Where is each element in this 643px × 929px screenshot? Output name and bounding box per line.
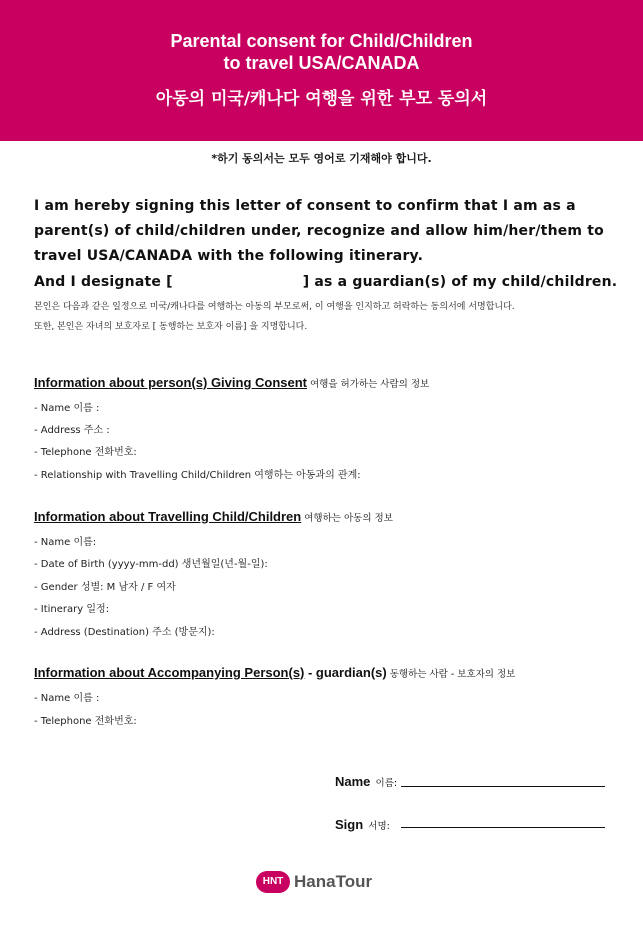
designate-suffix: ] as a guardian(s) of my child/children. xyxy=(302,274,618,290)
guardian-telephone-field: - Telephone 전화번호: xyxy=(34,716,137,727)
sign-signature-line[interactable] xyxy=(401,827,605,828)
language-note: *하기 동의서는 모두 영어로 기재해야 합니다. xyxy=(211,152,432,165)
hnt-badge-icon: HNT xyxy=(256,871,290,893)
child-address-field: - Address (Destination) 주소 (방문지): xyxy=(34,627,215,638)
consent-telephone-field: - Telephone 전화번호: xyxy=(34,447,137,458)
name-signature-line[interactable] xyxy=(401,786,605,787)
signature-name-label xyxy=(335,771,397,790)
section-guardian-korean: 동행하는 사람 - 보호자의 정보 xyxy=(389,669,516,680)
section-guardian-title-rest: - guardian(s) xyxy=(304,665,387,680)
name-label: Name xyxy=(335,774,371,789)
title-korean: 아동의 미국/캐나다 여행을 위한 부모 동의서 xyxy=(155,89,488,109)
signature-sign-label xyxy=(335,814,390,833)
header-banner xyxy=(0,0,643,141)
child-gender-field: - Gender 성별: M 남자 / F 여자 xyxy=(34,582,176,593)
section-title-consent xyxy=(34,375,429,390)
section-consent-title: Information about person(s) Giving Consent xyxy=(34,375,307,390)
section-guardian-title: Information about Accompanying Person(s) xyxy=(34,665,305,680)
statement-line-2: parent(s) of child/children under, recognize and allow him/her/them to xyxy=(34,223,605,239)
sign-label: Sign xyxy=(335,817,364,832)
consent-address-field: - Address 주소 : xyxy=(34,425,110,436)
guardian-name-field: - Name 이름 : xyxy=(34,693,100,704)
child-dob-field: - Date of Birth (yyyy-mm-dd) 생년월일(년-월-일): xyxy=(34,559,268,570)
designate-prefix: And I designate [ xyxy=(34,274,173,290)
statement-korean-1: 본인은 다음과 같은 일정으로 미국/캐나다를 여행하는 아동의 부모로써, 이 여행을 인지하고 허락하는 동의서에 서명합니다. xyxy=(34,302,515,312)
consent-name-field: - Name 이름 : xyxy=(34,403,100,414)
section-child-title: Information about Travelling Child/Children xyxy=(34,509,302,524)
hanatour-logo xyxy=(256,871,372,895)
child-itinerary-field: - Itinerary 일정: xyxy=(34,604,110,615)
statement-line-1: I am hereby signing this letter of consent to confirm that I am as a xyxy=(34,198,576,214)
name-label-korean: 이름: xyxy=(375,778,398,789)
statement-korean-2: 또한, 본인은 자녀의 보호자로 [ 동행하는 보호자 이름] 을 지명합니다. xyxy=(34,322,308,332)
title-line-2: to travel USA/CANADA xyxy=(223,53,420,73)
brand-name: HanaTour xyxy=(294,872,373,891)
section-title-child xyxy=(34,509,393,524)
section-title-guardian xyxy=(34,665,515,680)
sign-label-korean: 서명: xyxy=(368,821,390,832)
statement-line-4 xyxy=(34,274,624,290)
section-child-korean: 여행하는 아동의 정보 xyxy=(304,513,393,524)
statement-line-3: travel USA/CANADA with the following itinerary. xyxy=(34,248,424,264)
title-line-1: Parental consent for Child/Children xyxy=(170,31,473,51)
consent-relationship-field: - Relationship with Travelling Child/Children 여행하는 아동과의 관계: xyxy=(34,470,361,481)
section-consent-korean: 여행을 허가하는 사람의 정보 xyxy=(310,379,430,390)
child-name-field: - Name 이름: xyxy=(34,537,97,548)
